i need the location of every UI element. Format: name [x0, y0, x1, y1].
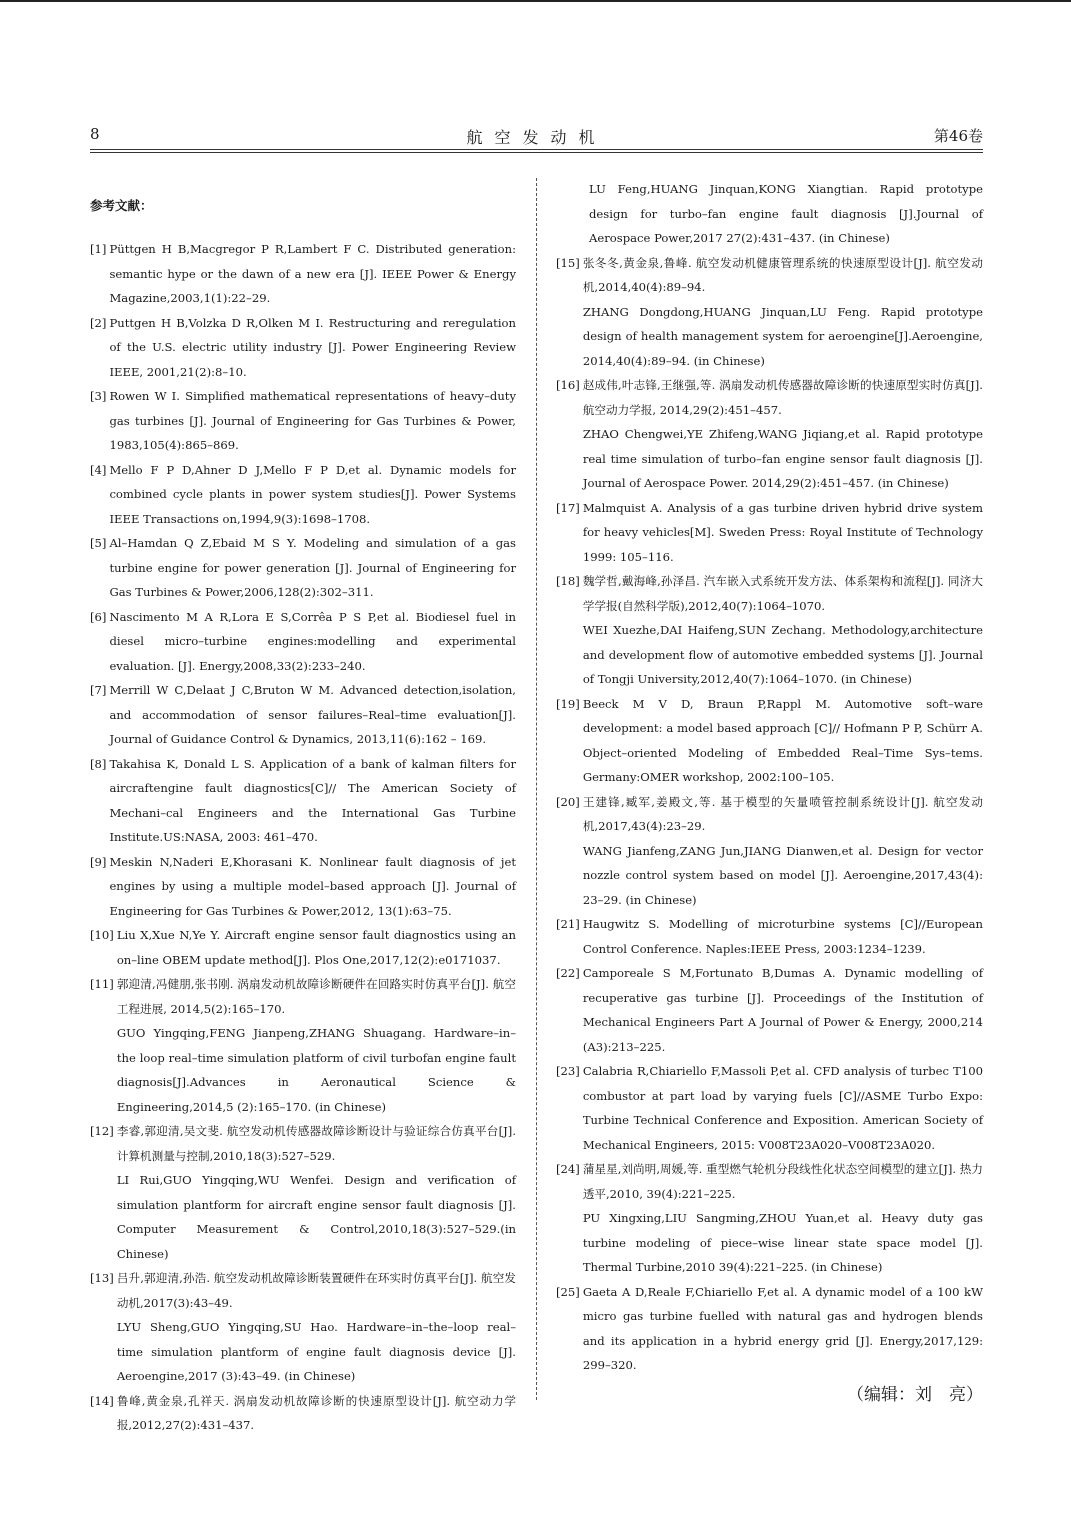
- column-divider: [536, 178, 537, 1400]
- reference-body: [583, 1280, 983, 1378]
- reference-text: 赵成伟,叶志锋,王继强,等. 涡扇发动机传感器故障诊断的快速原型实时仿真[J]. 航空动力学报, 2014,29(2):451–457.: [582, 378, 983, 417]
- reference-item: [556, 961, 983, 1059]
- header-rule: [90, 152, 983, 153]
- reference-item: [556, 692, 983, 790]
- reference-item: [556, 569, 983, 692]
- reference-body: [109, 850, 516, 924]
- reference-index: [3]: [90, 389, 107, 403]
- reference-item: [556, 1059, 983, 1157]
- reference-item: [90, 384, 516, 458]
- header-rule: [90, 149, 983, 150]
- reference-text: Nascimento M A R,Lora E S,Corrêa P S P,et al. Biodiesel fuel in diesel micro–turbine engines:modelling and experimental evaluation. [J]. Energy,2008,33(2):233–240.: [109, 609, 516, 673]
- reference-text: Liu X,Xue N,Ye Y. Aircraft engine sensor fault diagnostics using an on–line OBEM update method[J]. Plos One,2017,12(2):e0171037.: [116, 928, 516, 967]
- reference-text: PU Xingxing,LIU Sangming,ZHOU Yuan,et al. Heavy duty gas turbine modeling of piece–wise linear state space model [J]. Thermal Turbine,2010 39(4):221–225. (in Chinese): [582, 1211, 983, 1274]
- reference-text: 王建锋,臧军,姜殿文,等. 基于模型的矢量喷管控制系统设计[J]. 航空发动机,2017,43(4):23–29.: [582, 794, 983, 833]
- reference-text: WEI Xuezhe,DAI Haifeng,SUN Zechang. Methodology,architecture and development flow of automotive embedded systems [J]. Journal of Tongji University,2012,40(7):1064–1070. (in Chinese): [582, 623, 983, 686]
- reference-body: [583, 373, 983, 496]
- reference-text: Takahisa K, Donald L S. Application of a bank of kalman filters for aircraftengine fault diagnostics[C]// The American Society of Mechani–cal Engineers and the International Gas Turbine Institute.US:NASA, 2003: 461–470.: [109, 756, 516, 844]
- reference-text: Haugwitz S. Modelling of microturbine systems [C]//European Control Conference. Naples:IEEE Press, 2003:1234–1239.: [582, 917, 983, 956]
- reference-text: Merrill W C,Delaat J C,Bruton W M. Advanced detection,isolation, and accommodation of sensor failures–Real–time evaluation[J]. Journal of Guidance Control & Dynamics, 2013,11(6):162 – 169.: [109, 683, 516, 746]
- reference-item: [556, 790, 983, 913]
- reference-body: [583, 1059, 983, 1157]
- reference-body: [109, 531, 516, 605]
- reference-index: [25]: [556, 1284, 580, 1299]
- reference-text: Mello F P D,Ahner D J,Mello F P D,et al. Dynamic models for combined cycle plants in power system studies[J]. Power Systems IEEE Transactions on,1994,9(3):1698–1708.: [109, 462, 516, 526]
- reference-text: Puttgen H B,Volzka D R,Olken M I. Restructuring and reregulation of the U.S. electric utility industry [J]. Power Engineering Review IEEE, 2001,21(2):8–10.: [109, 315, 516, 379]
- reference-text: Malmquist A. Analysis of a gas turbine driven hybrid drive system for heavy vehicles[M]. Sweden Press: Royal Institute of Technology 1999: 105–116.: [582, 500, 983, 564]
- reference-text: 张冬冬,黄金泉,鲁峰. 航空发动机健康管理系统的快速原型设计[J]. 航空发动机,2014,40(4):89–94.: [582, 255, 983, 294]
- reference-body: [109, 311, 516, 385]
- page-header: [90, 125, 983, 149]
- reference-item: [556, 496, 983, 570]
- reference-body: [117, 923, 516, 972]
- references-right-column: [556, 177, 983, 1378]
- reference-item: [90, 923, 516, 972]
- reference-body: [117, 1266, 516, 1389]
- reference-body: [117, 1119, 516, 1266]
- reference-text: Gaeta A D,Reale F,Chiariello F,et al. A dynamic model of a 100 kW micro gas turbine fuelled with natural gas and hydrogen blends and its application in a hybrid energy grid [J]. Energy,2017,129: 299–320.: [582, 1284, 983, 1372]
- reference-text: 郭迎清,冯健朋,张书刚. 涡扇发动机故障诊断硬件在回路实时仿真平台[J]. 航空工程进展, 2014,5(2):165–170.: [116, 977, 516, 1016]
- reference-item: [556, 912, 983, 961]
- reference-item: [90, 531, 516, 605]
- reference-text: Camporeale S M,Fortunato B,Dumas A. Dynamic modelling of recuperative gas turbine [J]. Proceedings of the Institution of Mechanical Engineers Part A Journal of Power & Energy, 2000,214 (A3):213–225.: [582, 966, 983, 1054]
- reference-text: ZHAO Chengwei,YE Zhifeng,WANG Jiqiang,et al. Rapid prototype real time simulation of turbo–fan engine sensor fault diagnosis [J]. Journal of Aerospace Power. 2014,29(2):451–457. (in Chinese): [582, 427, 983, 490]
- top-border-rule: [0, 0, 1071, 2]
- reference-item: [90, 972, 516, 1119]
- reference-text: 李睿,郭迎清,吴文斐. 航空发动机传感器故障诊断设计与验证综合仿真平台[J]. 计算机测量与控制,2010,18(3):527–529.: [116, 1124, 516, 1163]
- volume-label: 第46卷: [933, 127, 983, 145]
- reference-text: Rowen W I. Simplified mathematical representations of heavy–duty gas turbines [J]. Journal of Engineering for Gas Turbines & Power, 1983,105(4):865–869.: [109, 389, 516, 452]
- reference-body: [109, 605, 516, 679]
- reference-body: [109, 678, 516, 752]
- reference-index: [21]: [556, 917, 580, 931]
- reference-text: 吕升,郭迎清,孙浩. 航空发动机故障诊断装置硬件在环实时仿真平台[J]. 航空发动机,2017(3):43–49.: [116, 1271, 516, 1310]
- reference-body: [117, 1389, 516, 1438]
- reference-item: [556, 1157, 983, 1280]
- reference-body: [109, 458, 516, 532]
- page-number: 8: [90, 125, 100, 143]
- reference-continuation: LU Feng,HUANG Jinquan,KONG Xiangtian. Rapid prototype design for turbo–fan engine fault diagnosis [J].Journal of Aerospace Power,2017 27(2):431–437. (in Chinese): [589, 182, 983, 245]
- reference-body: [583, 1157, 983, 1280]
- reference-item: [90, 752, 516, 850]
- reference-item: [90, 458, 516, 532]
- journal-title: 航空发动机: [466, 128, 607, 147]
- reference-item: [90, 311, 516, 385]
- reference-index: [20]: [556, 794, 580, 809]
- reference-item: [90, 1389, 516, 1438]
- reference-index: [2]: [90, 315, 107, 330]
- reference-index: [8]: [90, 756, 107, 771]
- reference-item: [556, 1280, 983, 1378]
- reference-text: 蒲星星,刘尚明,周媛,等. 重型燃气轮机分段线性化状态空间模型的建立[J]. 热力透平,2010, 39(4):221–225.: [582, 1162, 983, 1201]
- reference-item: [90, 605, 516, 679]
- reference-body: [583, 790, 983, 913]
- reference-index: [5]: [90, 536, 107, 550]
- reference-body: [109, 752, 516, 850]
- reference-item: [90, 1119, 516, 1266]
- reference-item: [90, 678, 516, 752]
- reference-index: [17]: [556, 500, 580, 515]
- reference-text: ZHANG Dongdong,HUANG Jinquan,LU Feng. Rapid prototype design of health management system for aeroengine[J].Aeroengine, 2014,40(4):89–94. (in Chinese): [582, 304, 983, 368]
- reference-index: [16]: [556, 378, 580, 392]
- editor-credit: （编辑：刘 亮）: [847, 1385, 983, 1405]
- references-left-column: [90, 237, 516, 1438]
- reference-body: [583, 961, 983, 1059]
- reference-item: [90, 850, 516, 924]
- reference-body: [109, 237, 516, 311]
- reference-index: [18]: [556, 574, 580, 588]
- reference-index: [6]: [90, 609, 107, 624]
- reference-index: [23]: [556, 1064, 580, 1078]
- reference-item: [90, 1266, 516, 1389]
- reference-index: [13]: [90, 1271, 114, 1285]
- reference-body: [583, 251, 983, 374]
- reference-text: Al–Hamdan Q Z,Ebaid M S Y. Modeling and simulation of a gas turbine engine for power generation [J]. Journal of Engineering for Gas Turbines & Power,2006,128(2):302–311.: [109, 536, 516, 599]
- reference-body: [583, 912, 983, 961]
- reference-item: [90, 237, 516, 311]
- reference-body: [583, 569, 983, 692]
- reference-index: [12]: [90, 1124, 114, 1138]
- reference-index: [1]: [90, 242, 107, 256]
- reference-item: [556, 373, 983, 496]
- reference-text: LYU Sheng,GUO Yingqing,SU Hao. Hardware–in–the–loop real–time simulation plantform of engine fault diagnosis device [J]. Aeroengine,2017 (3):43–49. (in Chinese): [116, 1320, 516, 1383]
- reference-index: [4]: [90, 462, 107, 477]
- reference-index: [19]: [556, 696, 580, 711]
- reference-text: Calabria R,Chiariello F,Massoli P,et al. CFD analysis of turbec T100 combustor at part load by varying fuels [C]//ASME Turbo Expo: Turbine Technical Conference and Exposition. American Society of Mechanical Engineers, 2015: V008T23A020–V008T23A020.: [582, 1064, 983, 1152]
- reference-body: [117, 972, 516, 1119]
- reference-index: [14]: [90, 1393, 114, 1408]
- reference-text: Püttgen H B,Macgregor P R,Lambert F C. Distributed generation: semantic hype or the dawn of a new era [J]. IEEE Power & Energy Magazine,2003,1(1):22–29.: [109, 242, 516, 305]
- references-heading: 参考文献：: [90, 198, 153, 213]
- reference-index: [7]: [90, 683, 107, 697]
- reference-index: [15]: [556, 255, 580, 270]
- reference-index: [11]: [90, 977, 114, 991]
- reference-text: WANG Jianfeng,ZANG Jun,JIANG Dianwen,et al. Design for vector nozzle control system based on model [J]. Aeroengine,2017,43(4): 23–29. (in Chinese): [582, 843, 983, 907]
- reference-text: 鲁峰,黄金泉,孔祥天. 涡扇发动机故障诊断的快速原型设计[J]. 航空动力学报,2012,27(2):431–437.: [116, 1393, 516, 1432]
- reference-index: [22]: [556, 966, 580, 980]
- reference-index: [9]: [90, 854, 107, 869]
- reference-body: [583, 692, 983, 790]
- reference-text: Meskin N,Naderi E,Khorasani K. Nonlinear fault diagnosis of jet engines by using a multiple model–based approach [J]. Journal of Engineering for Gas Turbines & Power,2012, 13(1):63–75.: [109, 854, 516, 918]
- reference-text: GUO Yingqing,FENG Jianpeng,ZHANG Shuagang. Hardware–in–the loop real–time simulation platform of civil turbofan engine fault diagnosis[J].Advances in Aeronautical Science & Engineering,2014,5 (2):165–170. (in Chinese): [116, 1026, 516, 1114]
- reference-item: [556, 251, 983, 374]
- reference-body: [583, 496, 983, 570]
- reference-text: 魏学哲,戴海峰,孙泽昌. 汽车嵌入式系统开发方法、体系架构和流程[J]. 同济大学学报(自然科学版),2012,40(7):1064–1070.: [582, 574, 983, 613]
- reference-text: Beeck M V D, Braun P,Rappl M. Automotive soft–ware development: a model based approach [C]// Hofmann P P, Schürr A. Object–oriented Modeling of Embedded Real–Time Sys–tems. Germany:OMER workshop, 2002:100–105.: [582, 696, 983, 784]
- reference-index: [24]: [556, 1162, 580, 1176]
- reference-index: [10]: [90, 928, 114, 942]
- reference-body: [109, 384, 516, 458]
- reference-text: LI Rui,GUO Yingqing,WU Wenfei. Design and verification of simulation plantform for aircraft engine sensor fault diagnosis [J]. Computer Measurement & Control,2010,18(3):527–529.(in Chinese): [116, 1173, 516, 1261]
